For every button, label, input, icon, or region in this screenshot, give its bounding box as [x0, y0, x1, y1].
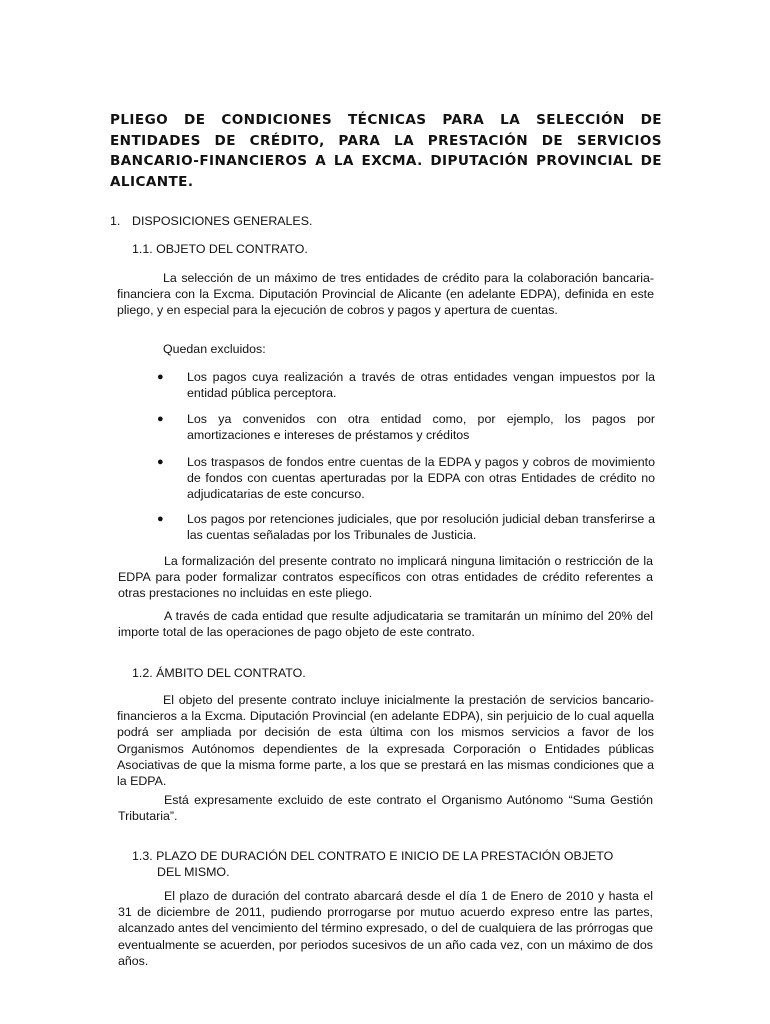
- section-1-1-paragraph-1: [117, 270, 654, 319]
- section-1-3-heading: 1.3. PLAZO DE DURACIÓN DEL CONTRATO E INICIO DE LA PRESTACIÓN OBJETO: [132, 849, 614, 863]
- list-item-text: Los ya convenidos con otra entidad como, por ejemplo, los pagos por amortizaciones e intereses de préstamos y créditos: [187, 412, 655, 443]
- section-1-3-heading-continued: DEL MISMO.: [157, 865, 230, 879]
- section-1-1-paragraph-2: [118, 553, 653, 602]
- list-item-text: Los traspasos de fondos entre cuentas de la EDPA y pagos y cobros de movimiento de fondos con cuentas aperturadas por la EDPA con otras Entidades de crédito no adjudicatarias de este concurso.: [187, 455, 655, 502]
- list-item-text: Los pagos por retenciones judiciales, que por resolución judicial deban transferirse a las cuentas señaladas por los Tribunales de Justicia.: [187, 512, 655, 543]
- section-1-2-paragraph-1: [117, 692, 654, 789]
- document-title: PLIEGO DE CONDICIONES TÉCNICAS PARA LA SELECCIÓN DE ENTIDADES DE CRÉDITO, PARA LA PRESTACIÓN DE SERVICIOS BANCARIO-FINANCIEROS A LA EXCMA. DIPUTACIÓN PROVINCIAL DE ALICANTE.: [110, 112, 662, 190]
- section-1-2-paragraph-2: [118, 792, 653, 824]
- list-item-text: Los pagos cuya realización a través de otras entidades vengan impuestos por la entidad pública perceptora.: [187, 370, 655, 401]
- section-1-2-paragraph-2-text: Está expresamente excluido de este contrato el Organismo Autónomo “Suma Gestión Tributaria”.: [118, 793, 653, 824]
- section-1-heading-text: DISPOSICIONES GENERALES.: [132, 214, 313, 228]
- bullet-icon: ●: [157, 413, 164, 425]
- section-1-heading: [110, 213, 312, 229]
- section-1-3-paragraph-1: [118, 888, 653, 969]
- bullet-icon: ●: [157, 371, 164, 383]
- bullet-icon: ●: [157, 456, 164, 468]
- section-1-1-paragraph-3: [118, 608, 653, 640]
- section-1-1-paragraph-2-text: La formalización del presente contrato no implicará ninguna limitación o restricción de la EDPA para poder formalizar contratos específicos con otras entidades de crédito referentes a otras prestaciones no incluidas en este pliego.: [118, 554, 653, 601]
- section-1-2-heading: 1.2. ÁMBITO DEL CONTRATO.: [132, 666, 306, 680]
- section-1-1-paragraph-3-text: A través de cada entidad que resulte adjudicataria se tramitarán un mínimo del 20% del importe total de las operaciones de pago objeto de este contrato.: [118, 609, 653, 640]
- section-1-number: 1.: [110, 214, 121, 228]
- section-1-1-paragraph-1-text: La selección de un máximo de tres entidades de crédito para la colaboración bancaria-financiera con la Excma. Diputación Provincial de Alicante (en adelante EDPA), definida en este pliego, y en especial para la ejecución de cobros y pagos y apertura de cuentas.: [117, 271, 654, 318]
- section-1-2-paragraph-1-text: El objeto del presente contrato incluye inicialmente la prestación de servicios bancario-financieros a la Excma. Diputación Provincial (en adelante EDPA), sin perjuicio de lo cual aquella podrá ser ampliada por decisión de esta última con los mismos servicios a favor de los Organismos Autónomos dependientes de la expresada Corporación o Entidades públicas Asociativas de que la misma forme parte, a los que se prestará en las mismas condiciones que a la EDPA.: [117, 693, 654, 789]
- section-1-3-paragraph-1-text: El plazo de duración del contrato abarcará desde el día 1 de Enero de 2010 y hasta el 31 de diciembre de 2011, pudiendo prorrogarse por mutuo acuerdo expreso entre las partes, alcanzado antes del vencimiento del término expresado, o del de cualquiera de las prórrogas que eventualmente se acuerden, por periodos sucesivos de un año cada vez, con un máximo de dos años.: [118, 889, 653, 968]
- bullet-icon: ●: [157, 513, 164, 525]
- section-1-1-heading: 1.1. OBJETO DEL CONTRATO.: [132, 242, 308, 256]
- excluded-intro: Quedan excluidos:: [163, 342, 266, 356]
